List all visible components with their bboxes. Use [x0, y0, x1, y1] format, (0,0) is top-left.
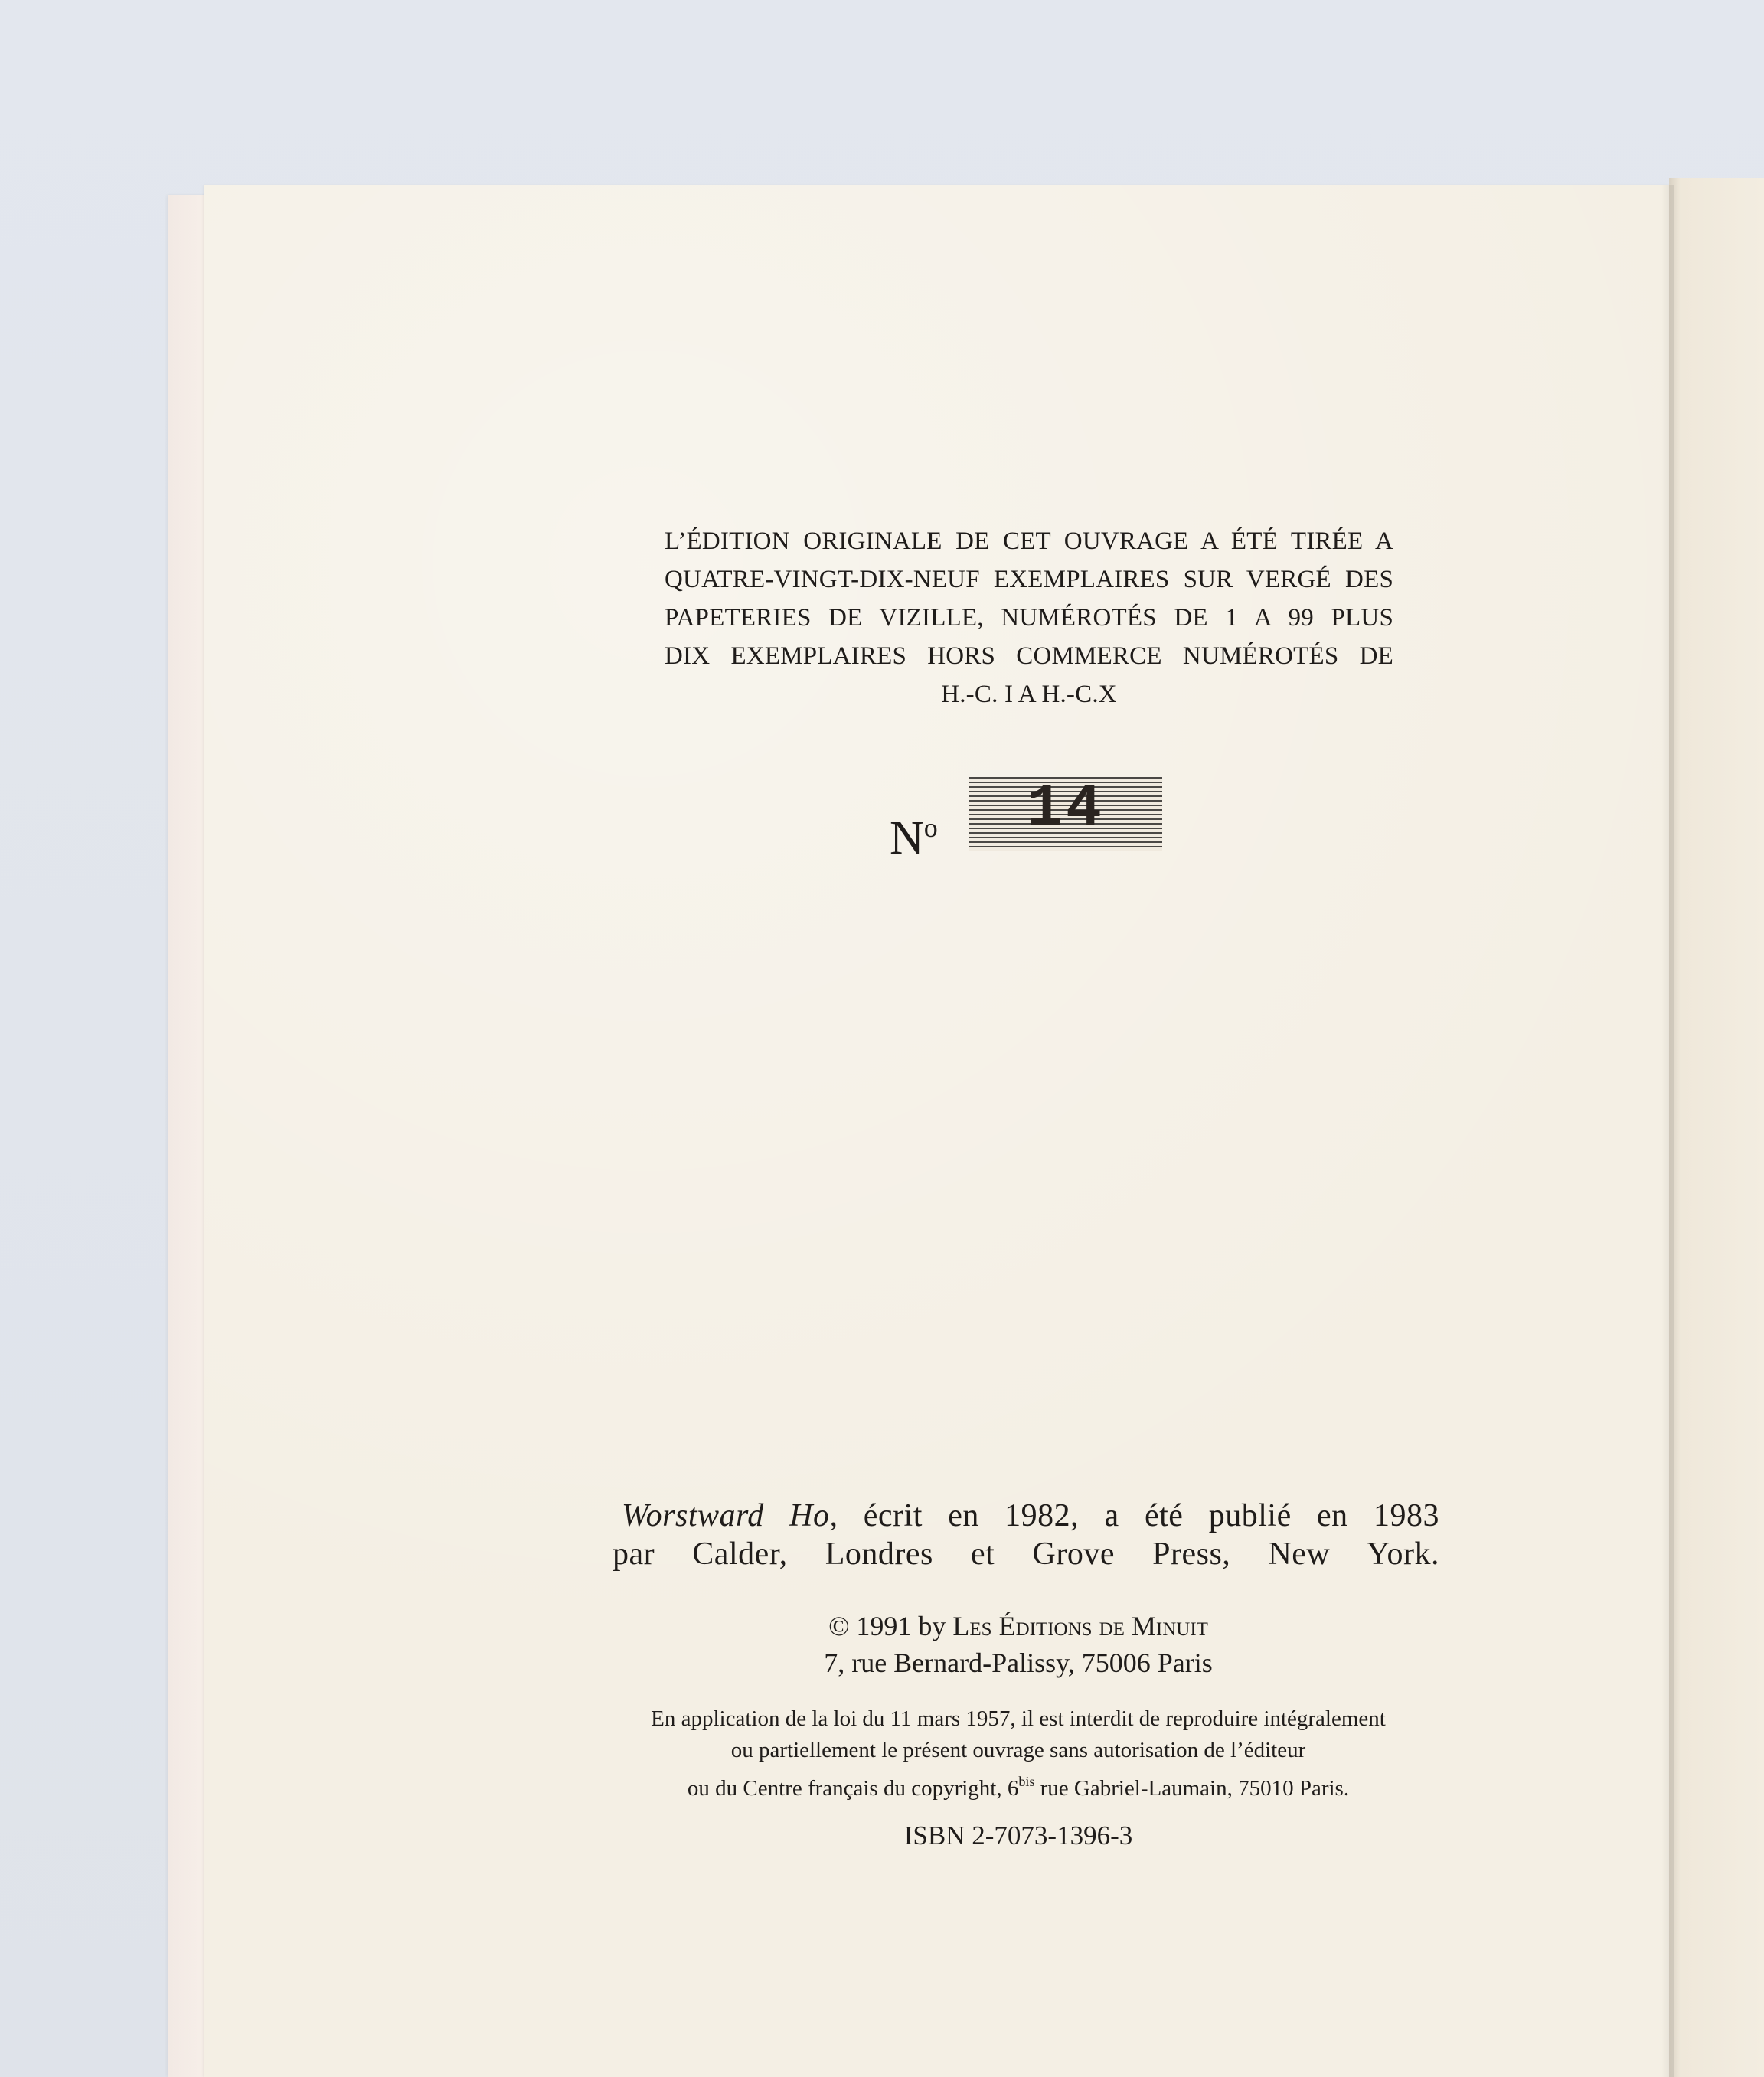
book-title: Worstward Ho,	[622, 1498, 838, 1533]
limitation-line: DIX EXEMPLAIRES HORS COMMERCE NUMÉROTÉS DE	[665, 642, 1393, 670]
copyright-block	[766, 1608, 1271, 1681]
limitation-line: QUATRE-VINGT-DIX-NEUF EXEMPLAIRES SUR VERGÉ DES	[665, 566, 1393, 593]
copy-number	[890, 773, 1181, 864]
publication-line: Worstward Ho, écrit en 1982, a été publié en 1983	[622, 1498, 1440, 1533]
limitation-statement	[665, 522, 1393, 714]
legal-line: ou du Centre français du copyright, $6^{bis}$ rue Gabriel-Laumain, 75010 Paris.	[687, 1774, 1350, 1801]
adjacent-page	[1669, 178, 1764, 2077]
gutter-shadow	[1661, 185, 1674, 2077]
limitation-line: L’ÉDITION ORIGINALE DE CET OUVRAGE A ÉTÉ TIRÉE A	[665, 527, 1393, 555]
isbn: ISBN 2-7073-1396-3	[903, 1821, 1133, 1850]
limitation-line: H.-C. I A H.-C.X	[941, 681, 1117, 708]
copyright-line: © 1991 by Les Éditions de Minuit	[828, 1611, 1208, 1641]
publication-note	[612, 1497, 1439, 1573]
number-value: 14	[1027, 776, 1105, 843]
limitation-line: PAPETERIES DE VIZILLE, NUMÉROTÉS DE 1 A 99 PLUS	[665, 604, 1393, 632]
publisher-address: 7, rue Bernard-Palissy, 75006 Paris	[824, 1648, 1213, 1678]
legal-line: ou partiellement le présent ouvrage sans autorisation de l’éditeur	[730, 1738, 1306, 1762]
publisher-name: Les Éditions de Minuit	[952, 1611, 1208, 1641]
publication-line: par Calder, Londres et Grove Press, New York.	[612, 1537, 1439, 1572]
number-label: $N^o$	[890, 812, 938, 864]
legal-line: En application de la loi du 11 mars 1957, il est interdit de reproduire intégralement	[651, 1706, 1386, 1731]
legal-notice	[536, 1703, 1501, 1804]
